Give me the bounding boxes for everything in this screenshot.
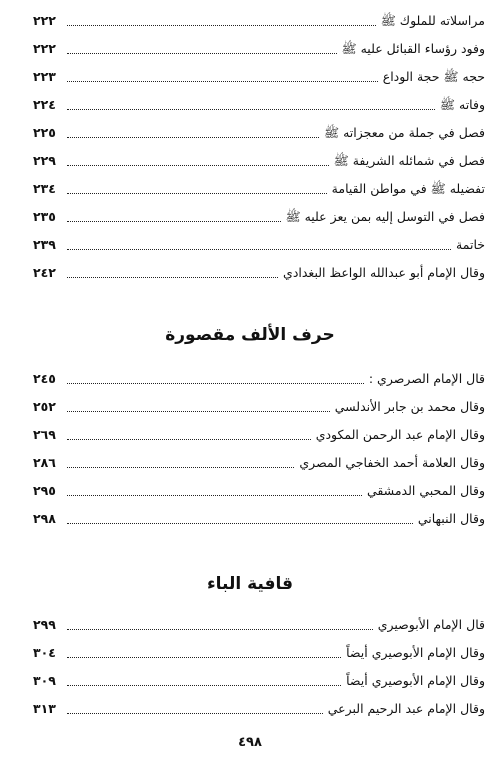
- toc-entry-title: خاتمة: [456, 237, 485, 252]
- toc-entry-title: وفاته ﷺ: [439, 97, 485, 112]
- toc-entry: [33, 118, 485, 146]
- toc-entry-title: وفود رؤساء القبائل عليه ﷺ: [341, 41, 485, 56]
- toc-entry: [33, 638, 485, 666]
- toc-leader-dots: [67, 713, 323, 714]
- toc-entry: [33, 62, 485, 90]
- toc-entry-page: ٢٣٤: [33, 181, 56, 196]
- toc-entry: [33, 90, 485, 118]
- toc-entry-page: ٢٢٢: [33, 13, 56, 28]
- toc-entry-page: ٢٢٥: [33, 125, 56, 140]
- toc-leader-dots: [67, 439, 311, 440]
- toc-entry-page: ٣٠٤: [33, 645, 56, 660]
- toc-entry-title: وقال الإمام الأبوصيري أيضاً: [346, 673, 485, 688]
- toc-group-alif-maqsura: [33, 364, 485, 532]
- toc-entry-page: ٢٩٥: [33, 483, 56, 498]
- toc-entry: [33, 230, 485, 258]
- toc-entry: [33, 610, 485, 638]
- toc-entry-title: وقال الإمام عبد الرحمن المكودي: [315, 427, 485, 442]
- toc-entry-page: ٢٦٩: [33, 427, 56, 442]
- toc-leader-dots: [67, 657, 341, 658]
- toc-entry-page: ٢٩٨: [33, 511, 56, 526]
- toc-leader-dots: [67, 109, 435, 110]
- toc-entry: [33, 364, 485, 392]
- toc-entry-page: ٣٠٩: [33, 673, 56, 688]
- toc-leader-dots: [67, 411, 330, 412]
- toc-leader-dots: [67, 495, 362, 496]
- toc-entry-page: ٢٩٩: [33, 617, 56, 632]
- toc-entry-title: حجه ﷺ حجة الوداع: [382, 69, 485, 84]
- toc-leader-dots: [67, 629, 373, 630]
- toc-entry-title: وقال المحبي الدمشقي: [366, 483, 485, 498]
- toc-entry-page: ٣١٣: [33, 701, 56, 716]
- toc-entry: [33, 202, 485, 230]
- page-number: ٤٩٨: [238, 735, 262, 750]
- toc-leader-dots: [67, 53, 337, 54]
- toc-entry: [33, 694, 485, 722]
- toc-entry-title: فصل في شمائله الشريفة ﷺ: [333, 153, 485, 168]
- toc-entry: [33, 6, 485, 34]
- toc-leader-dots: [67, 383, 364, 384]
- toc-group-qafiyat-al-ba: [33, 610, 485, 722]
- toc-entry-title: فصل في التوسل إليه بمن يعز عليه ﷺ: [285, 209, 485, 224]
- toc-entry-page: ٢٤٥: [33, 371, 56, 386]
- section-heading: حرف الألف مقصورة: [165, 325, 335, 345]
- toc-entry: [33, 420, 485, 448]
- toc-leader-dots: [67, 165, 329, 166]
- toc-entry-page: ٢٢٢: [33, 41, 56, 56]
- toc-entry-title: وقال الإمام أبو عبدالله الواعظ البغدادي: [283, 265, 485, 280]
- toc-entry-page: ٢٤٢: [33, 265, 56, 280]
- toc-leader-dots: [67, 249, 451, 250]
- toc-entry-title: وقال محمد بن جابر الأندلسي: [334, 399, 485, 414]
- toc-entry: [33, 392, 485, 420]
- toc-entry: [33, 504, 485, 532]
- toc-entry-title: وقال الإمام الأبوصيري أيضاً: [346, 645, 485, 660]
- toc-entry-title: قال الإمام الصرصري :: [368, 371, 485, 386]
- toc-leader-dots: [67, 137, 319, 138]
- toc-entry: [33, 174, 485, 202]
- toc-entry-page: ٢٢٤: [33, 97, 56, 112]
- section-heading: قافية الباء: [206, 574, 294, 594]
- toc-entry-title: فصل في جملة من معجزاته ﷺ: [324, 125, 485, 140]
- toc-entry-title: تفضيله ﷺ في مواطن القيامة: [331, 181, 485, 196]
- toc-entry: [33, 258, 485, 286]
- toc-entry-title: وقال النبهاني: [417, 511, 485, 526]
- toc-entry-title: وقال العلامة أحمد الخفاجي المصري: [299, 455, 485, 470]
- toc-leader-dots: [67, 685, 341, 686]
- toc-leader-dots: [67, 221, 281, 222]
- toc-entry: [33, 476, 485, 504]
- toc-leader-dots: [67, 25, 376, 26]
- toc-entry: [33, 146, 485, 174]
- toc-leader-dots: [67, 523, 413, 524]
- toc-entry-page: ٢٨٦: [33, 455, 56, 470]
- toc-entry-page: ٢٣٩: [33, 237, 56, 252]
- toc-entry: [33, 34, 485, 62]
- toc-leader-dots: [67, 193, 327, 194]
- toc-entry-title: مراسلاته للملوك ﷺ: [380, 13, 485, 28]
- toc-group-continued: [33, 6, 485, 286]
- toc-entry-title: قال الإمام الأبوصيري: [377, 617, 485, 632]
- toc-leader-dots: [67, 277, 278, 278]
- toc-entry: [33, 448, 485, 476]
- toc-leader-dots: [67, 81, 378, 82]
- toc-entry-title: وقال الإمام عبد الرحيم البرعي: [327, 701, 485, 716]
- toc-leader-dots: [67, 467, 294, 468]
- toc-entry-page: ٢٣٥: [33, 209, 56, 224]
- toc-entry-page: ٢٢٩: [33, 153, 56, 168]
- toc-entry-page: ٢٥٢: [33, 399, 56, 414]
- toc-entry-page: ٢٢٣: [33, 69, 56, 84]
- toc-entry: [33, 666, 485, 694]
